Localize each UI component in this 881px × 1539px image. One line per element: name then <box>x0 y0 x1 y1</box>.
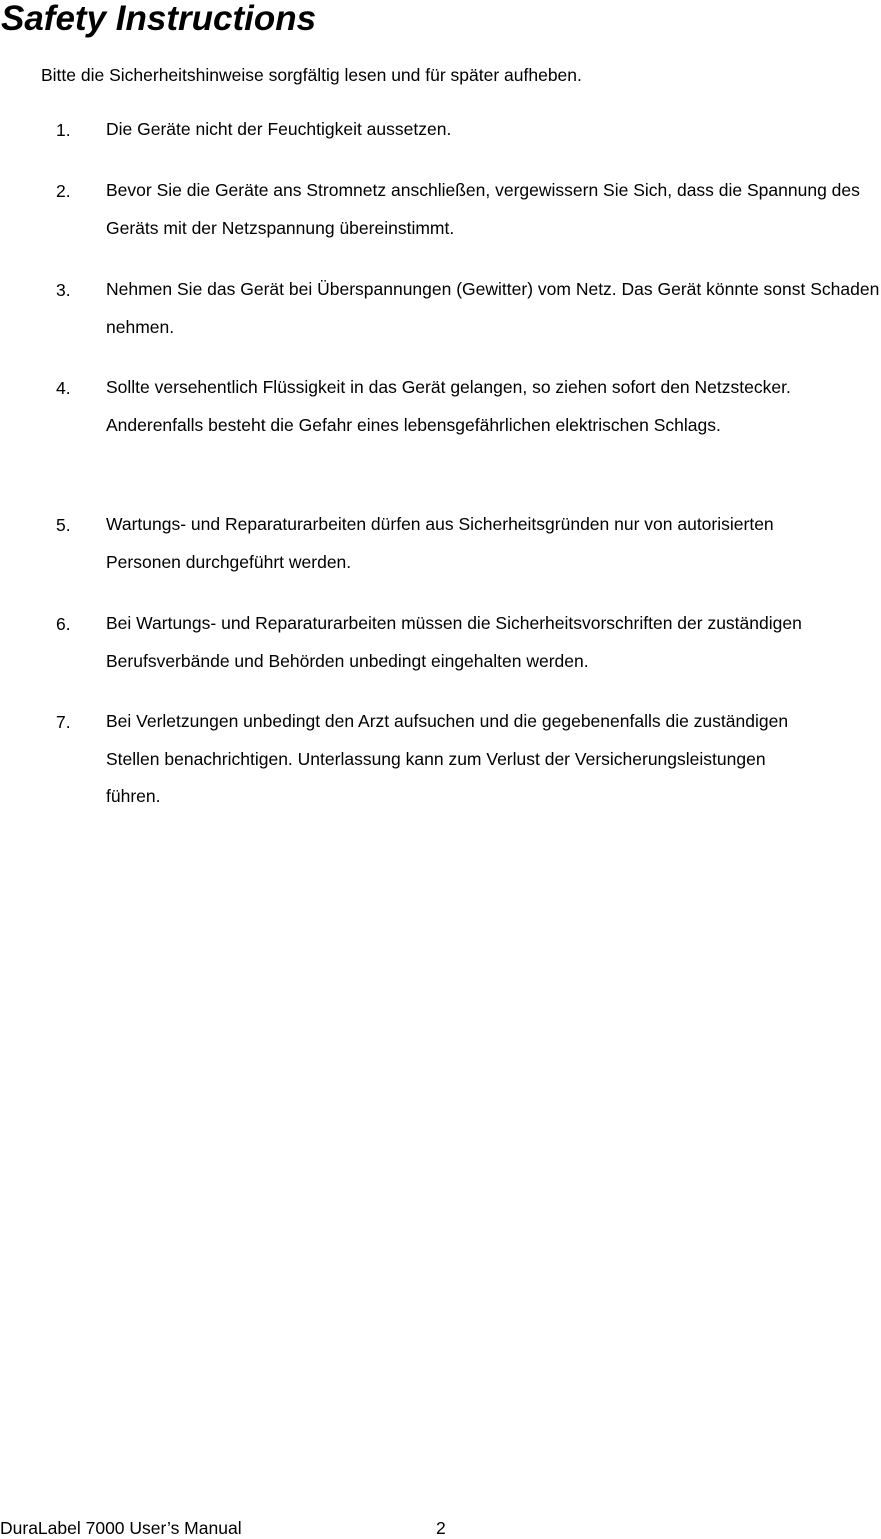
item-text: Bei Wartungs- und Reparaturarbeiten müssen die Sicherheitsvorschriften der zuständigen Berufsverbände und Behörden unbedingt eingehalten werden. <box>106 613 802 671</box>
item-number: 6. <box>56 614 71 634</box>
item-number: 2. <box>56 181 71 201</box>
item-text: Nehmen Sie das Gerät bei Überspannungen (Gewitter) vom Netz. Das Gerät könnte sonst Schaden nehmen. <box>106 279 880 337</box>
footer-manual-title: DuraLabel 7000 User’s Manual <box>0 1518 242 1538</box>
item-number: 5. <box>56 515 71 535</box>
item-number: 7. <box>56 712 71 732</box>
item-number: 1. <box>56 120 71 140</box>
item-number: 4. <box>56 378 71 398</box>
item-text: Bei Verletzungen unbedingt den Arzt aufsuchen und die gegebenenfalls die zuständigen Stellen benachrichtigen. Unterlassung kann zum Verlust der Versicherungsleistungen führen. <box>106 711 789 806</box>
footer-page-number: 2 <box>436 1518 446 1538</box>
item-text: Wartungs- und Reparaturarbeiten dürfen aus Sicherheitsgründen nur von autorisierten Personen durchgeführt werden. <box>106 514 774 572</box>
page-title: Safety Instructions <box>1 0 317 38</box>
item-text: Bevor Sie die Geräte ans Stromnetz anschließen, vergewissern Sie Sich, dass die Spannung des Geräts mit der Netzspannung übereinstimmt. <box>106 180 860 238</box>
item-number: 3. <box>56 280 71 300</box>
item-text: Die Geräte nicht der Feuchtigkeit aussetzen. <box>106 119 452 139</box>
intro-text: Bitte die Sicherheitshinweise sorgfältig lesen und für später aufheben. <box>41 65 582 85</box>
item-text: Sollte versehentlich Flüssigkeit in das Gerät gelangen, so ziehen sofort den Netzstecker. Anderenfalls besteht die Gefahr eines lebensgefährlichen elektrischen Schlags. <box>106 377 791 435</box>
